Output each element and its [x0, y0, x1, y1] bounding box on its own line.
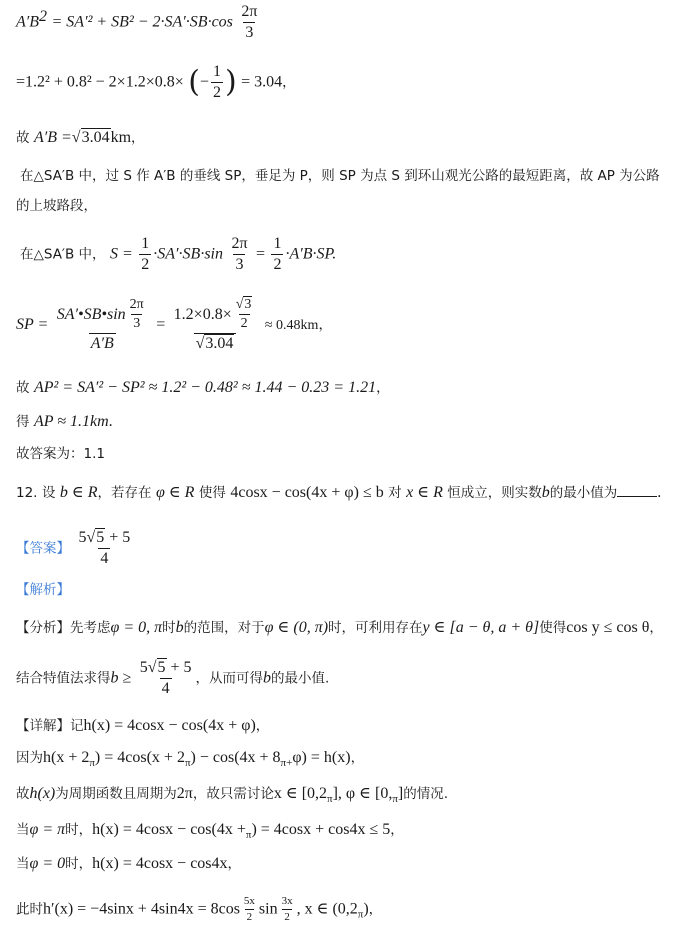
fraction: $\frac{2\pi}{3}$	[241, 3, 258, 41]
fraction: 1.2×0.8× $\frac{√3}{2}$ √3.04	[173, 297, 252, 352]
text-paragraph: 的上坡路段，	[16, 198, 97, 214]
detail-text: 当φ = π时，$h(x) = 4\cos x - \cos(4x +_\pi) = 4\cos x + \cos 4x \le 5$，	[16, 821, 404, 841]
detail-text: 因为$h(x + 2_\pi) = 4\cos(x + 2_\pi) - \cos(4x + 8_{\pi+}\varphi) = h(x)$，	[16, 749, 365, 769]
detail-text: 【详解】记h(x) = 4cosx − cos(4x + φ)，	[16, 717, 270, 734]
eq-substitution: =1.2² + 0.8² − 2×1.2×0.8× (− $\frac{1}{2}$ ) = 3.04，	[16, 63, 296, 101]
eq-text: =1.2² + 0.8² − 2×1.2×0.8×	[16, 73, 184, 91]
answer-tag: 【答案】	[16, 540, 70, 557]
fraction: $\frac{1}{2}$	[212, 63, 221, 101]
eq-result-ab: 故 A′B =√3.04km，	[16, 129, 145, 146]
analysis-tag: 【解析】	[16, 582, 70, 598]
eq-sp: SP = SA′•SB•sin $\frac{2\pi}{3}$ A′B = 1.2×0.8× $\frac{√3}{2}$ √3.04 ≈ 0.48km，	[16, 297, 332, 352]
answer-line: 故答案为：1.1	[16, 446, 105, 462]
answer-block	[16, 530, 134, 567]
eq-ap: 得 AP ≈ 1.1km.	[16, 413, 113, 430]
eq-ap-squared: 故 AP² = SA′² − SP² ≈ 1.2² − 0.48² ≈ 1.44 − 0.23 = 1.21，	[16, 379, 390, 396]
fraction: $\frac{5√5 + 5}{4}$	[78, 529, 131, 567]
eq-text: = SA′² + SB² − 2·SA′·SB·cos	[51, 13, 233, 31]
fraction: $\frac{1}{2}$	[141, 235, 150, 273]
analysis-text: 【分析】先考虑φ = 0, π时b的范围，对于φ ∈ (0, π)时，可利用存在y ∈ [a − θ, a + θ]使得cos y ≤ cos θ，	[16, 619, 663, 636]
answer-blank	[617, 484, 657, 497]
fraction: SA′•SB•sin $\frac{2\pi}{3}$ A′B	[56, 297, 144, 352]
eq-law-of-cosines: $A'B^2 = SA'^2 + SB^2 - 2\cdot SA'\cdot SB\cdot\cos$ $\frac{2\pi}{3}$	[16, 3, 258, 41]
text-paragraph: 在△SA′B 中，过 S 作 A′B 的垂线 SP，垂足为 P，则 SP 为点 S 到环山观光公路的最短距离，故 AP 为公路	[20, 168, 660, 184]
question-12: 12. 设 b ∈ R，若存在 φ ∈ R 使得 4cosx − cos(4x + φ) ≤ b 对 x ∈ R 恒成立，则实数b的最小值为 .	[16, 484, 662, 501]
detail-text: 故h(x)为周期函数且周期为2π，故只需讨论x ∈ $[0,2_\pi]$, φ ∈ $[0,_\pi]$的情况.	[16, 785, 448, 805]
eq-text: = 3.04	[241, 73, 283, 91]
analysis-text: 结合特值法求得b ≥ $\frac{5√5 + 5}{4}$ ，从而可得b的最小值.	[16, 659, 330, 697]
fraction: $\frac{5√5 + 5}{4}$	[139, 659, 192, 697]
fraction: $\frac{5x}{2}$	[243, 895, 255, 923]
eq-text: A′B	[16, 13, 40, 31]
fraction: $\frac{2\pi}{3}$	[231, 235, 248, 273]
fraction: $\frac{3x}{2}$	[281, 895, 293, 923]
detail-text: 此时h′(x) = −4sinx + 4sin4x = 8cos $\frac{5x}{2}$ sin $\frac{3x}{2}$ , x ∈ $(0,2_\pi)$，	[16, 895, 383, 923]
fraction: $\frac{1}{2}$	[273, 235, 282, 273]
detail-text: 当φ = 0时，h(x) = 4cosx − cos4x，	[16, 855, 242, 872]
eq-area: 在△SA′B 中， S = $\frac{1}{2}$ ·SA′·SB·sin $\frac{2\pi}{3}$ = $\frac{1}{2}$ ·A′B·SP.	[20, 235, 337, 273]
